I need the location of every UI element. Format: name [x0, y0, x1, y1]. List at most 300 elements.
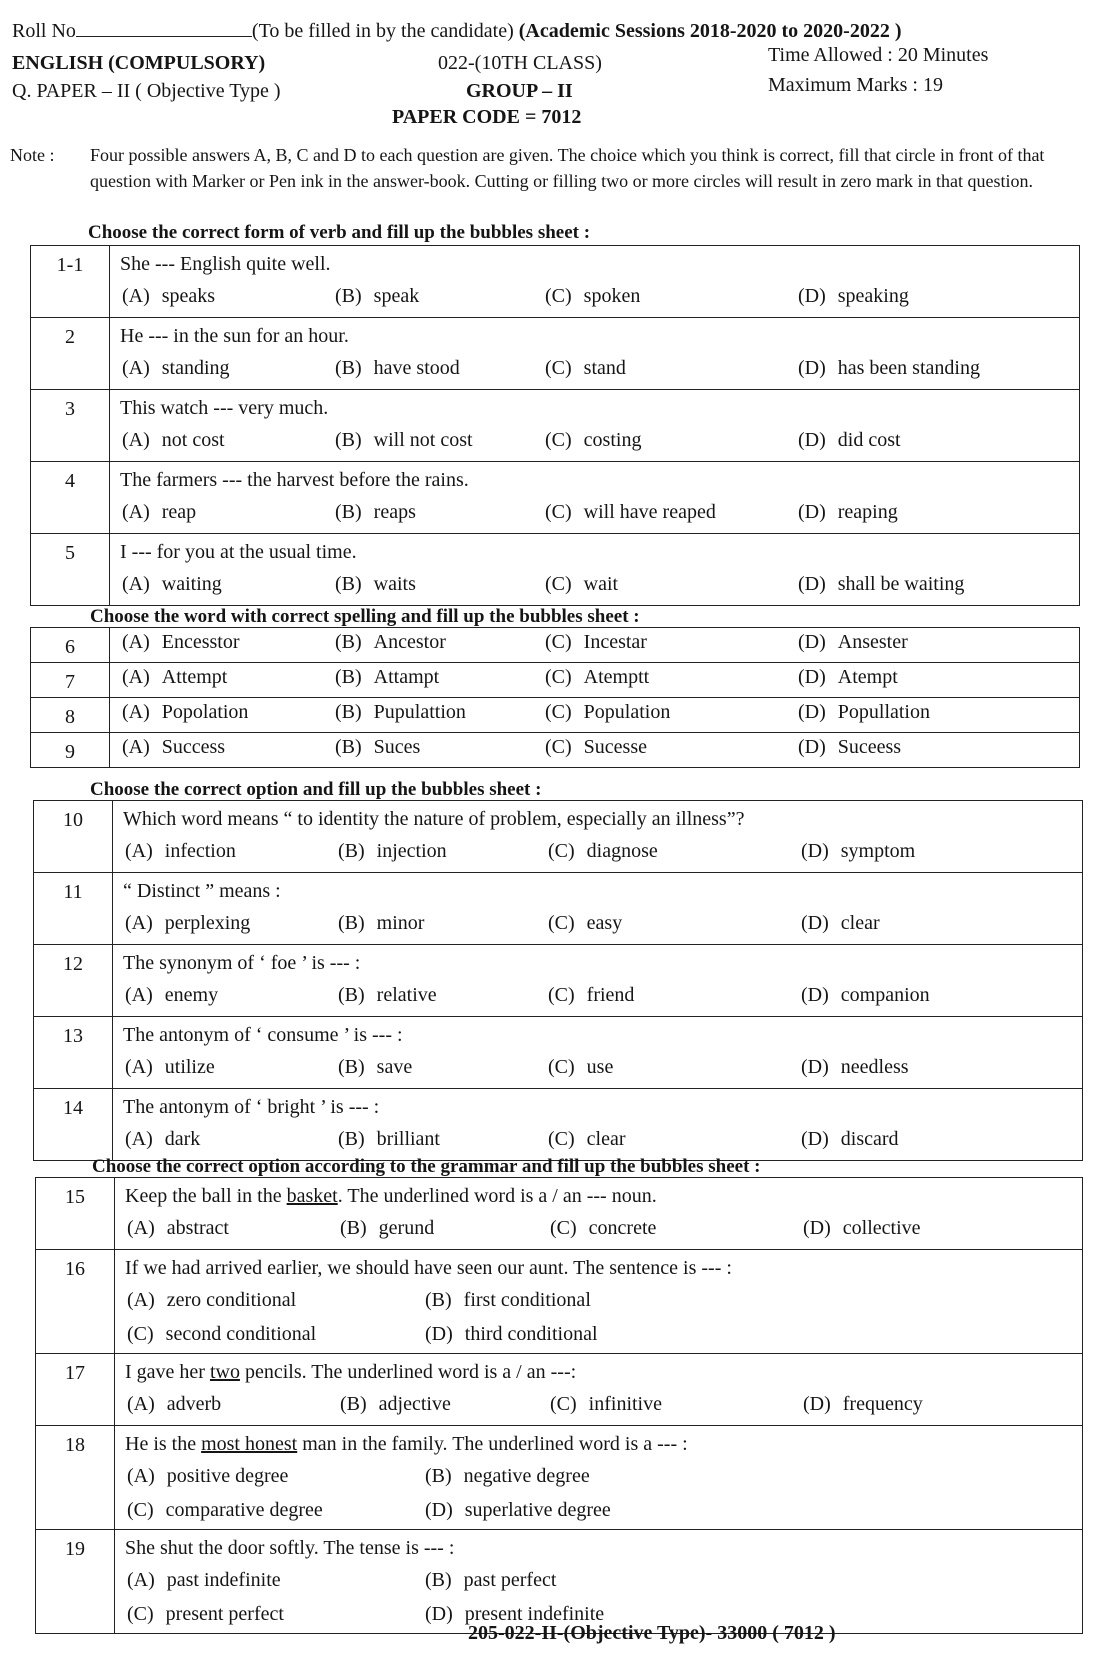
- option-letter: (A): [127, 1393, 155, 1415]
- roll-number-line: [12, 20, 902, 43]
- options-row: [115, 1495, 1082, 1529]
- question-text-part: Keep the ball in the: [125, 1185, 287, 1207]
- option-letter: (C): [127, 1603, 154, 1625]
- option-text: Popullation: [837, 701, 930, 723]
- answer-option[interactable]: [122, 429, 225, 452]
- option-text: third conditional: [464, 1323, 598, 1345]
- answer-option[interactable]: [127, 1393, 221, 1416]
- answer-option[interactable]: [335, 429, 473, 452]
- question-row: [31, 698, 1080, 733]
- option-letter: (D): [798, 701, 826, 723]
- answer-option[interactable]: [335, 631, 446, 654]
- option-letter: (C): [545, 736, 572, 758]
- question-row: [31, 628, 1080, 663]
- option-letter: (B): [335, 736, 362, 758]
- answer-option[interactable]: [125, 840, 236, 863]
- option-text: brilliant: [376, 1128, 440, 1150]
- question-row: [31, 246, 1080, 318]
- answer-option[interactable]: [338, 840, 447, 863]
- option-letter: (C): [545, 429, 572, 451]
- option-text: reaps: [373, 501, 416, 523]
- question-text: Which word means “ to identity the nature of problem, especially an illness”?: [123, 808, 745, 830]
- option-letter: (C): [127, 1323, 154, 1345]
- option-letter: (C): [548, 912, 575, 934]
- option-letter: (C): [545, 666, 572, 688]
- answer-option[interactable]: [127, 1465, 288, 1488]
- option-text: use: [586, 1056, 614, 1078]
- option-letter: (B): [335, 285, 362, 307]
- answer-option[interactable]: [335, 573, 416, 596]
- sessions: (Academic Sessions 2018-2020 to 2020-2022 ): [518, 20, 902, 42]
- answer-option[interactable]: [798, 285, 909, 308]
- answer-option[interactable]: [122, 573, 222, 596]
- answer-option[interactable]: [425, 1569, 556, 1592]
- group: GROUP – II: [466, 80, 573, 102]
- option-text: needless: [840, 1056, 909, 1078]
- question-text-part: He is the: [125, 1433, 202, 1455]
- option-text: Population: [583, 701, 671, 723]
- option-letter: (C): [545, 285, 572, 307]
- question-text: The antonym of ‘ consume ’ is --- :: [123, 1024, 403, 1046]
- option-text: dark: [164, 1128, 201, 1150]
- answer-option[interactable]: [550, 1217, 656, 1240]
- options-row: [110, 628, 1079, 662]
- section-title: Choose the correct option and fill up the bubbles sheet :: [90, 779, 542, 800]
- question-text-part: pencils. The underlined word is a / an ---:: [239, 1361, 577, 1383]
- option-letter: (A): [125, 984, 153, 1006]
- section-title: Choose the word with correct spelling and fill up the bubbles sheet :: [90, 606, 640, 627]
- option-letter: (D): [801, 912, 829, 934]
- question-body: [110, 628, 1080, 663]
- question-number: 7: [31, 663, 110, 698]
- option-letter: (C): [545, 501, 572, 523]
- option-letter: (A): [127, 1465, 155, 1487]
- question-number: 3: [31, 390, 110, 462]
- question-text: [115, 1354, 1082, 1389]
- option-letter: (D): [425, 1603, 453, 1625]
- question-text: He --- in the sun for an hour.: [120, 325, 349, 347]
- answer-option[interactable]: [801, 840, 915, 863]
- answer-option[interactable]: [548, 840, 658, 863]
- option-text: clear: [840, 912, 880, 934]
- option-text: has been standing: [837, 357, 980, 379]
- answer-option[interactable]: [545, 666, 649, 689]
- option-text: did cost: [837, 429, 901, 451]
- question-row: [31, 462, 1080, 534]
- option-letter: (D): [803, 1217, 831, 1239]
- question-text: “ Distinct ” means :: [123, 880, 281, 902]
- answer-option[interactable]: [122, 285, 215, 308]
- answer-option[interactable]: [335, 701, 466, 724]
- options-row: [113, 1124, 1082, 1160]
- option-text: speak: [373, 285, 420, 307]
- options-row: [110, 425, 1079, 461]
- options-row: [115, 1319, 1082, 1353]
- question-text: The antonym of ‘ bright ’ is --- :: [123, 1096, 380, 1118]
- option-letter: (B): [425, 1465, 452, 1487]
- option-letter: (B): [338, 912, 365, 934]
- answer-option[interactable]: [545, 701, 670, 724]
- paper-code: PAPER CODE = 7012: [392, 106, 582, 128]
- option-text: comparative degree: [165, 1499, 323, 1521]
- option-letter: (C): [545, 573, 572, 595]
- question-row: [34, 1089, 1083, 1161]
- option-letter: (A): [122, 285, 150, 307]
- option-text: enemy: [164, 984, 219, 1006]
- option-text: relative: [376, 984, 437, 1006]
- option-text: discard: [840, 1128, 899, 1150]
- answer-option[interactable]: [127, 1499, 323, 1522]
- answer-option[interactable]: [545, 736, 647, 759]
- answer-option[interactable]: [545, 631, 647, 654]
- question-text: If we had arrived earlier, we should have seen our aunt. The sentence is --- :: [125, 1257, 732, 1279]
- option-text: easy: [586, 912, 623, 934]
- options-row: [113, 908, 1082, 944]
- answer-option[interactable]: [798, 631, 908, 654]
- question-number: 19: [36, 1530, 115, 1634]
- question-table-grammar: [35, 1177, 1083, 1634]
- answer-option[interactable]: [803, 1217, 921, 1240]
- answer-option[interactable]: [127, 1289, 296, 1312]
- question-row: [31, 534, 1080, 606]
- option-letter: (D): [803, 1393, 831, 1415]
- options-row: [110, 663, 1079, 697]
- question-row: [36, 1354, 1083, 1426]
- answer-option[interactable]: [335, 736, 420, 759]
- option-letter: (B): [335, 701, 362, 723]
- question-text: I --- for you at the usual time.: [120, 541, 357, 563]
- option-letter: (D): [425, 1499, 453, 1521]
- option-letter: (D): [801, 840, 829, 862]
- underlined-word: two: [209, 1361, 240, 1383]
- option-letter: (D): [425, 1323, 453, 1345]
- options-row: [110, 698, 1079, 732]
- option-letter: (B): [425, 1569, 452, 1591]
- option-text: concrete: [588, 1217, 657, 1239]
- answer-option[interactable]: [548, 1128, 626, 1151]
- maximum-marks: Maximum Marks : 19: [768, 74, 943, 96]
- time-allowed: Time Allowed : 20 Minutes: [768, 44, 989, 66]
- question-text: This watch --- very much.: [120, 397, 329, 419]
- option-text: superlative degree: [464, 1499, 611, 1521]
- options-row: [110, 353, 1079, 389]
- answer-option[interactable]: [127, 1217, 229, 1240]
- question-body: [113, 801, 1083, 873]
- subject: ENGLISH (COMPULSORY): [12, 52, 266, 74]
- option-letter: (A): [122, 666, 150, 688]
- option-letter: (B): [335, 501, 362, 523]
- option-text: Attampt: [373, 666, 440, 688]
- question-text-part: man in the family. The underlined word is a --- :: [297, 1433, 688, 1455]
- question-body: [113, 1017, 1083, 1089]
- option-letter: (D): [798, 429, 826, 451]
- answer-option[interactable]: [425, 1323, 598, 1346]
- question-row: [34, 1017, 1083, 1089]
- option-text: negative degree: [463, 1465, 590, 1487]
- note-label: Note :: [10, 145, 55, 165]
- option-text: reaping: [837, 501, 898, 523]
- option-letter: (D): [798, 573, 826, 595]
- answer-option[interactable]: [125, 1128, 200, 1151]
- option-text: stand: [583, 357, 626, 379]
- question-body: [110, 534, 1080, 606]
- option-text: perplexing: [164, 912, 251, 934]
- option-text: past indefinite: [166, 1569, 281, 1591]
- answer-option[interactable]: [545, 285, 640, 308]
- question-text: [115, 1178, 1082, 1213]
- options-row: [115, 1565, 1082, 1599]
- option-letter: (C): [545, 357, 572, 379]
- options-row: [113, 980, 1082, 1016]
- answer-option[interactable]: [122, 357, 230, 380]
- option-letter: (C): [550, 1393, 577, 1415]
- answer-option[interactable]: [125, 912, 250, 935]
- option-text: zero conditional: [166, 1289, 297, 1311]
- option-text: second conditional: [165, 1323, 317, 1345]
- answer-option[interactable]: [798, 501, 898, 524]
- option-letter: (A): [122, 501, 150, 523]
- question-row: [31, 663, 1080, 698]
- question-number: 17: [36, 1354, 115, 1426]
- option-letter: (D): [798, 501, 826, 523]
- option-letter: (A): [122, 736, 150, 758]
- answer-option[interactable]: [127, 1603, 284, 1626]
- option-text: Pupulattion: [373, 701, 466, 723]
- question-body: [110, 246, 1080, 318]
- option-text: not cost: [161, 429, 225, 451]
- option-letter: (C): [550, 1217, 577, 1239]
- option-text: Attempt: [161, 666, 228, 688]
- answer-option[interactable]: [798, 573, 964, 596]
- answer-option[interactable]: [801, 1128, 899, 1151]
- answer-option[interactable]: [335, 285, 419, 308]
- question-number: 1-1: [31, 246, 110, 318]
- option-letter: (D): [798, 736, 826, 758]
- options-row: [115, 1389, 1082, 1425]
- question-number: 4: [31, 462, 110, 534]
- question-body: [115, 1178, 1083, 1250]
- option-letter: (B): [335, 631, 362, 653]
- answer-option[interactable]: [550, 1393, 662, 1416]
- answer-option[interactable]: [548, 1056, 613, 1079]
- answer-option[interactable]: [122, 501, 196, 524]
- question-row: [31, 390, 1080, 462]
- options-row: [113, 1052, 1082, 1088]
- section-title: Choose the correct option according to the grammar and fill up the bubbles sheet :: [92, 1156, 761, 1177]
- answer-option[interactable]: [338, 984, 437, 1007]
- answer-option[interactable]: [803, 1393, 923, 1416]
- answer-option[interactable]: [335, 666, 439, 689]
- question-table-spelling: [30, 627, 1080, 768]
- option-text: Suces: [373, 736, 421, 758]
- roll-label: Roll No: [12, 20, 76, 42]
- option-text: will have reaped: [583, 501, 716, 523]
- question-text: She shut the door softly. The tense is --- :: [125, 1537, 455, 1559]
- option-letter: (D): [801, 1128, 829, 1150]
- question-body: [115, 1530, 1083, 1634]
- options-row: [110, 497, 1079, 533]
- options-row: [113, 836, 1082, 872]
- option-letter: (A): [122, 631, 150, 653]
- option-letter: (C): [548, 1056, 575, 1078]
- option-text: symptom: [840, 840, 916, 862]
- option-text: infection: [164, 840, 236, 862]
- answer-option[interactable]: [335, 357, 460, 380]
- answer-option[interactable]: [801, 1056, 909, 1079]
- question-text: The farmers --- the harvest before the rains.: [120, 469, 469, 491]
- option-text: reap: [161, 501, 197, 523]
- option-text: speaks: [161, 285, 216, 307]
- answer-option[interactable]: [425, 1499, 611, 1522]
- question-text: [115, 1426, 1082, 1461]
- question-number: 6: [31, 628, 110, 663]
- answer-option[interactable]: [545, 357, 626, 380]
- option-letter: (C): [548, 1128, 575, 1150]
- option-text: Sucesse: [583, 736, 647, 758]
- answer-option[interactable]: [338, 1128, 440, 1151]
- option-letter: (B): [335, 429, 362, 451]
- question-body: [113, 945, 1083, 1017]
- option-letter: (C): [548, 984, 575, 1006]
- question-number: 11: [34, 873, 113, 945]
- question-text: She --- English quite well.: [120, 253, 331, 275]
- question-row: [36, 1178, 1083, 1250]
- answer-option[interactable]: [548, 984, 634, 1007]
- answer-option[interactable]: [545, 501, 716, 524]
- option-text: positive degree: [166, 1465, 289, 1487]
- option-letter: (B): [338, 984, 365, 1006]
- option-letter: (D): [798, 631, 826, 653]
- roll-number-blank[interactable]: [76, 22, 252, 37]
- option-letter: (B): [340, 1393, 367, 1415]
- option-text: injection: [376, 840, 447, 862]
- option-text: standing: [161, 357, 230, 379]
- question-body: [110, 390, 1080, 462]
- options-row: [115, 1285, 1082, 1319]
- paper-type: Q. PAPER – II ( Objective Type ): [12, 80, 281, 102]
- answer-option[interactable]: [425, 1289, 591, 1312]
- question-row: [36, 1426, 1083, 1530]
- question-body: [115, 1354, 1083, 1426]
- underlined-word: basket: [286, 1185, 338, 1207]
- answer-option[interactable]: [801, 984, 930, 1007]
- question-body: [110, 698, 1080, 733]
- answer-option[interactable]: [125, 984, 218, 1007]
- option-text: clear: [586, 1128, 626, 1150]
- question-number: 12: [34, 945, 113, 1017]
- answer-option[interactable]: [127, 1569, 281, 1592]
- answer-option[interactable]: [798, 429, 901, 452]
- option-text: adverb: [166, 1393, 222, 1415]
- paper-footer-code: 205-022-II-(Objective Type)- 33000 ( 7012 ): [468, 1622, 836, 1644]
- option-text: utilize: [164, 1056, 215, 1078]
- answer-option[interactable]: [801, 912, 880, 935]
- answer-option[interactable]: [125, 1056, 215, 1079]
- answer-option[interactable]: [122, 701, 248, 724]
- option-letter: (A): [122, 701, 150, 723]
- option-text: abstract: [166, 1217, 229, 1239]
- answer-option[interactable]: [548, 912, 622, 935]
- option-letter: (A): [125, 912, 153, 934]
- option-text: costing: [583, 429, 642, 451]
- question-row: [31, 733, 1080, 768]
- answer-option[interactable]: [545, 573, 618, 596]
- option-text: companion: [840, 984, 930, 1006]
- option-letter: (A): [127, 1289, 155, 1311]
- question-row: [34, 873, 1083, 945]
- option-text: Ancestor: [373, 631, 446, 653]
- question-row: [31, 318, 1080, 390]
- option-letter: (B): [340, 1217, 367, 1239]
- answer-option[interactable]: [340, 1393, 451, 1416]
- option-text: diagnose: [586, 840, 658, 862]
- roll-note: (To be filled in by the candidate): [251, 20, 514, 42]
- answer-option[interactable]: [127, 1323, 316, 1346]
- question-body: [113, 873, 1083, 945]
- answer-option[interactable]: [338, 912, 424, 935]
- section-title: Choose the correct form of verb and fill up the bubbles sheet :: [88, 222, 591, 243]
- option-text: speaking: [837, 285, 909, 307]
- answer-option[interactable]: [122, 631, 240, 654]
- option-text: collective: [842, 1217, 921, 1239]
- question-number: 2: [31, 318, 110, 390]
- option-letter: (D): [798, 666, 826, 688]
- question-number: 14: [34, 1089, 113, 1161]
- option-letter: (B): [338, 840, 365, 862]
- option-text: Suceess: [837, 736, 902, 758]
- answer-option[interactable]: [798, 357, 980, 380]
- option-text: friend: [586, 984, 635, 1006]
- question-body: [110, 318, 1080, 390]
- option-text: adjective: [378, 1393, 451, 1415]
- options-row: [110, 733, 1079, 767]
- question-number: 16: [36, 1250, 115, 1354]
- question-body: [110, 663, 1080, 698]
- answer-option[interactable]: [122, 736, 225, 759]
- class-code: 022-(10TH CLASS): [438, 52, 602, 74]
- answer-option[interactable]: [798, 666, 898, 689]
- answer-option[interactable]: [338, 1056, 412, 1079]
- question-table-vocabulary: [33, 800, 1083, 1161]
- options-row: [115, 1213, 1082, 1249]
- answer-option[interactable]: [335, 501, 416, 524]
- answer-option[interactable]: [798, 736, 901, 759]
- option-text: infinitive: [588, 1393, 662, 1415]
- question-row: [34, 945, 1083, 1017]
- option-text: frequency: [842, 1393, 923, 1415]
- question-body: [115, 1250, 1083, 1354]
- option-text: will not cost: [373, 429, 473, 451]
- option-text: gerund: [378, 1217, 435, 1239]
- answer-option[interactable]: [122, 666, 227, 689]
- option-text: waiting: [161, 573, 222, 595]
- option-letter: (B): [338, 1056, 365, 1078]
- option-text: present perfect: [165, 1603, 284, 1625]
- answer-option[interactable]: [798, 701, 930, 724]
- option-letter: (C): [127, 1499, 154, 1521]
- answer-option[interactable]: [545, 429, 641, 452]
- option-text: spoken: [583, 285, 641, 307]
- answer-option[interactable]: [340, 1217, 434, 1240]
- question-number: 8: [31, 698, 110, 733]
- question-number: 10: [34, 801, 113, 873]
- question-body: [113, 1089, 1083, 1161]
- option-text: wait: [583, 573, 619, 595]
- question-row: [34, 801, 1083, 873]
- option-letter: (A): [127, 1217, 155, 1239]
- note-text: Four possible answers A, B, C and D to each question are given. The choice which you think is correct, fill that circle in front of that question with Marker or Pen ink in the answer-book. Cutting or filling two or more circles will result in zero mark in that question.: [90, 145, 1045, 191]
- answer-option[interactable]: [425, 1465, 590, 1488]
